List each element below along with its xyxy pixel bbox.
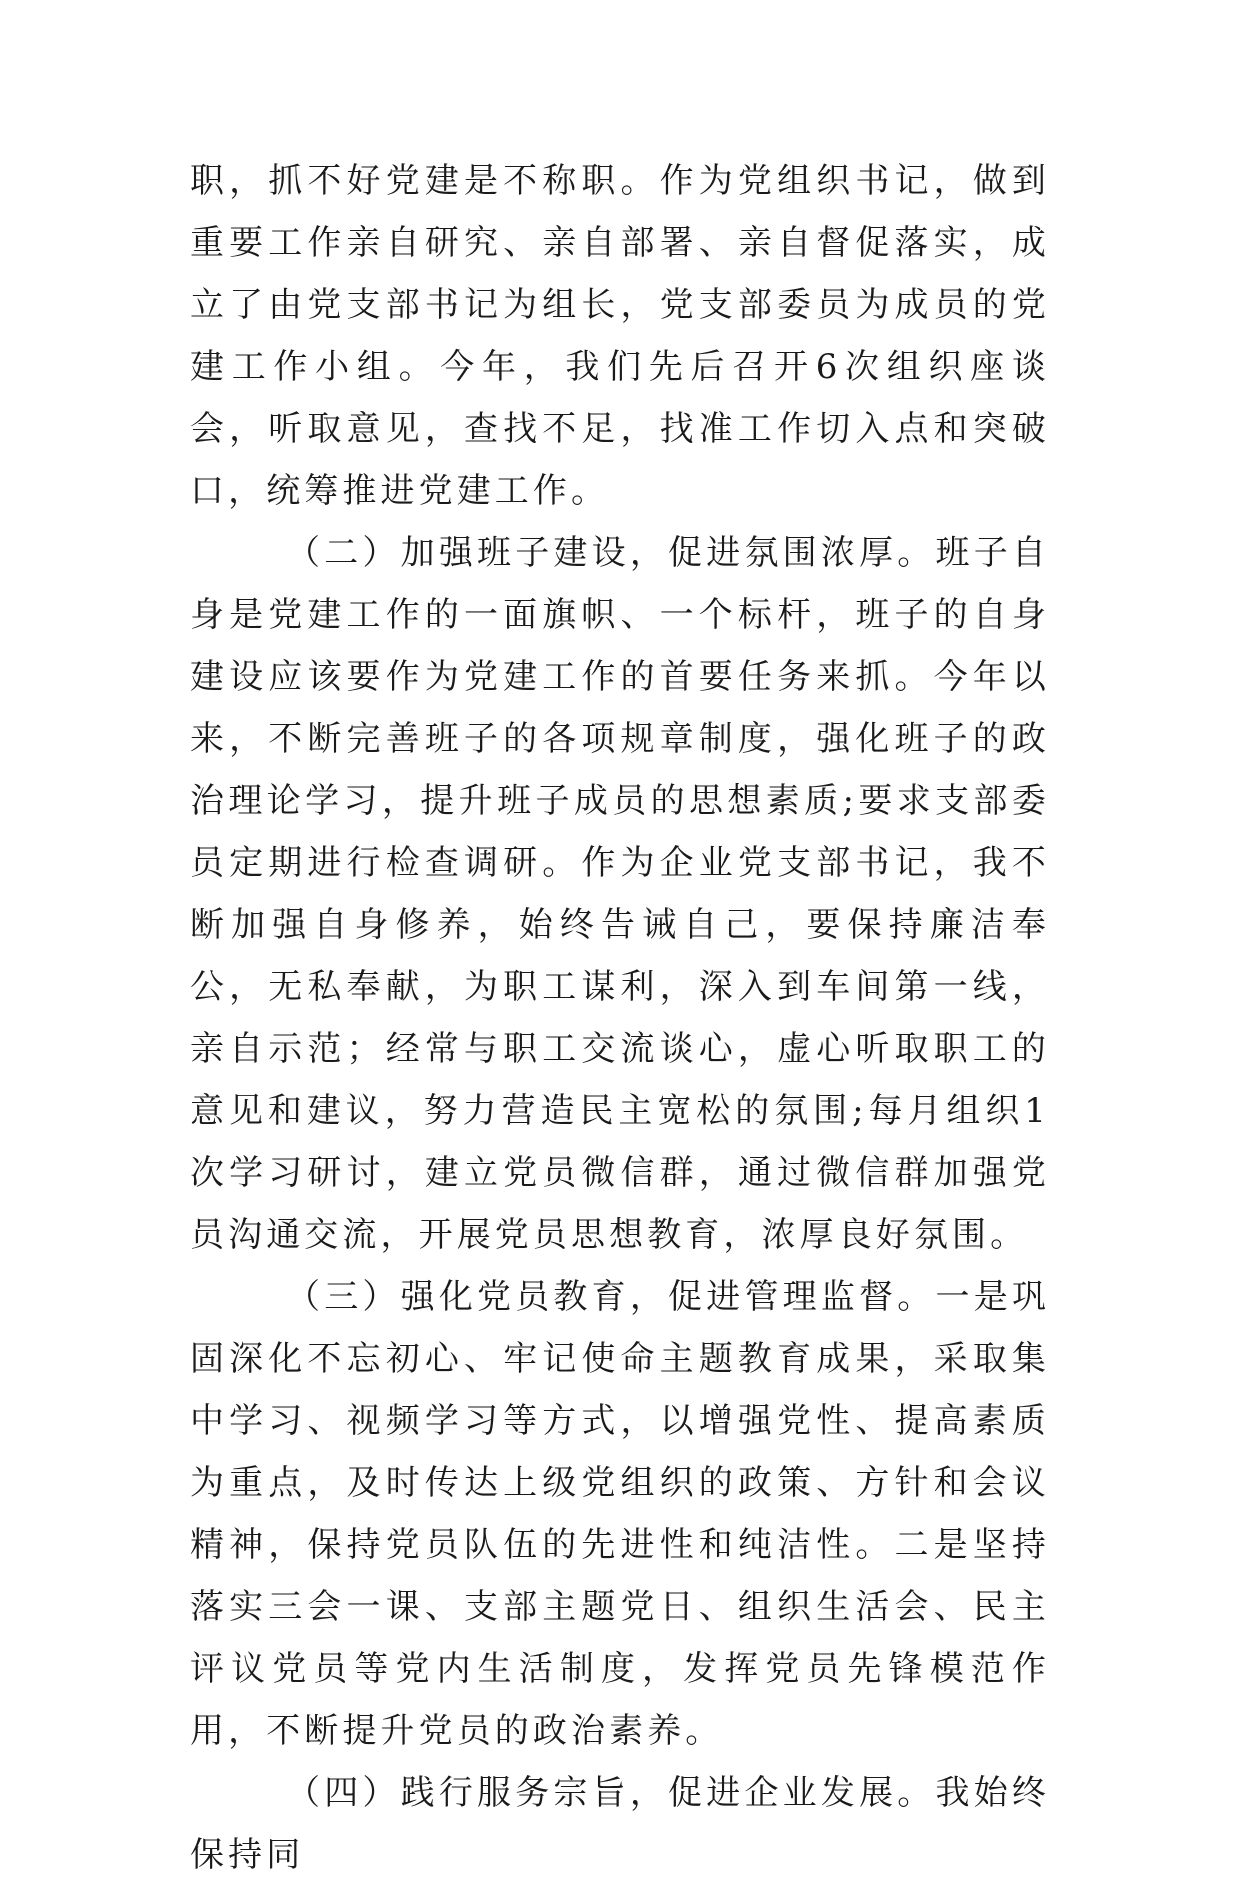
- paragraph-1: 职，抓不好党建是不称职。作为党组织书记，做到重要工作亲自研究、亲自部署、亲自督促落实，成立了由党支部书记为组长，党支部委员为成员的党建工作小组。今年，我们先后召开6次组织座谈会，听取意见，查找不足，找准工作切入点和突破口，统筹推进党建工作。: [190, 161, 1050, 511]
- paragraph-4: （四）践行服务宗旨，促进企业发展。我始终保持同: [190, 1773, 1050, 1875]
- paragraph-2: （二）加强班子建设，促进氛围浓厚。班子自身是党建工作的一面旗帜、一个标杆，班子的自身建设应该要作为党建工作的首要任务来抓。今年以来，不断完善班子的各项规章制度，强化班子的政治理论学习，提升班子成员的思想素质;要求支部委员定期进行检查调研。作为企业党支部书记，我不断加强自身修养，始终告诫自己，要保持廉洁奉公，无私奉献，为职工谋利，深入到车间第一线，亲自示范；经常与职工交流谈心，虚心听取职工的意见和建议，努力营造民主宽松的氛围;每月组织1次学习研讨，建立党员微信群，通过微信群加强党员沟通交流，开展党员思想教育，浓厚良好氛围。: [190, 533, 1050, 1255]
- document-body: [190, 150, 1050, 1886]
- paragraph-3: （三）强化党员教育，促进管理监督。一是巩固深化不忘初心、牢记使命主题教育成果，采取集中学习、视频学习等方式，以增强党性、提高素质为重点，及时传达上级党组织的政策、方针和会议精神，保持党员队伍的先进性和纯洁性。二是坚持落实三会一课、支部主题党日、组织生活会、民主评议党员等党内生活制度，发挥党员先锋模范作用，不断提升党员的政治素养。: [190, 1277, 1050, 1751]
